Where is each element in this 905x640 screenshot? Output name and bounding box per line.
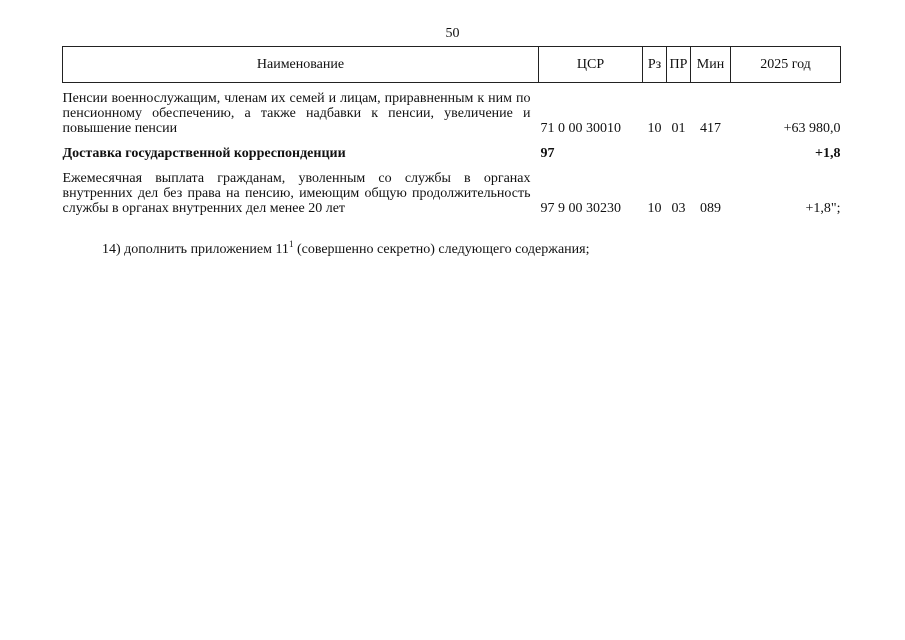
instruction-text-end: (совершенно секретно) следующего содержания; <box>293 242 590 257</box>
row-pr: 03 <box>671 201 686 216</box>
table-row <box>63 91 841 136</box>
row-name: Пенсии военнослужащим, членам их семей и лицам, приравненным к ним по пенсионному обеспечению, а также надбавки к пенсии, увеличение и повышение пенсии <box>62 91 531 136</box>
row-amount: +63 980,0 <box>783 121 841 136</box>
header-name: Наименование <box>63 47 539 83</box>
table-header-row <box>63 47 841 83</box>
row-min <box>691 136 731 161</box>
row-min: 417 <box>700 121 721 136</box>
row-pr: 01 <box>671 121 686 136</box>
header-csr: ЦСР <box>539 47 643 83</box>
row-amount: +1,8"; <box>805 201 841 216</box>
instruction-text: 14) дополнить приложением 11 <box>102 242 289 257</box>
row-amount: +1,8 <box>815 146 841 161</box>
row-pr <box>667 136 691 161</box>
header-pr: ПР <box>667 47 691 83</box>
row-rz: 10 <box>647 121 662 136</box>
row-csr: 97 <box>540 146 555 161</box>
instruction-paragraph <box>102 239 590 258</box>
header-min: Мин <box>691 47 731 83</box>
budget-table <box>62 46 841 216</box>
header-rz: Рз <box>643 47 667 83</box>
table-row <box>63 136 841 161</box>
row-name: Ежемесячная выплата гражданам, уволенным со службы в органах внутренних дел без права на пенсию, имеющим общую продолжительность службы в органах внутренних дел менее 20 лет <box>62 171 531 216</box>
instruction-superscript: 1 <box>288 239 294 249</box>
header-year: 2025 год <box>731 47 841 83</box>
row-min: 089 <box>700 201 721 216</box>
row-csr: 71 0 00 30010 <box>540 121 621 136</box>
page-number: 50 <box>445 26 460 41</box>
row-csr: 97 9 00 30230 <box>540 201 621 216</box>
row-rz: 10 <box>647 201 662 216</box>
table-row <box>63 161 841 216</box>
row-name: Доставка государственной корреспонденции <box>62 146 346 161</box>
row-rz <box>643 136 667 161</box>
